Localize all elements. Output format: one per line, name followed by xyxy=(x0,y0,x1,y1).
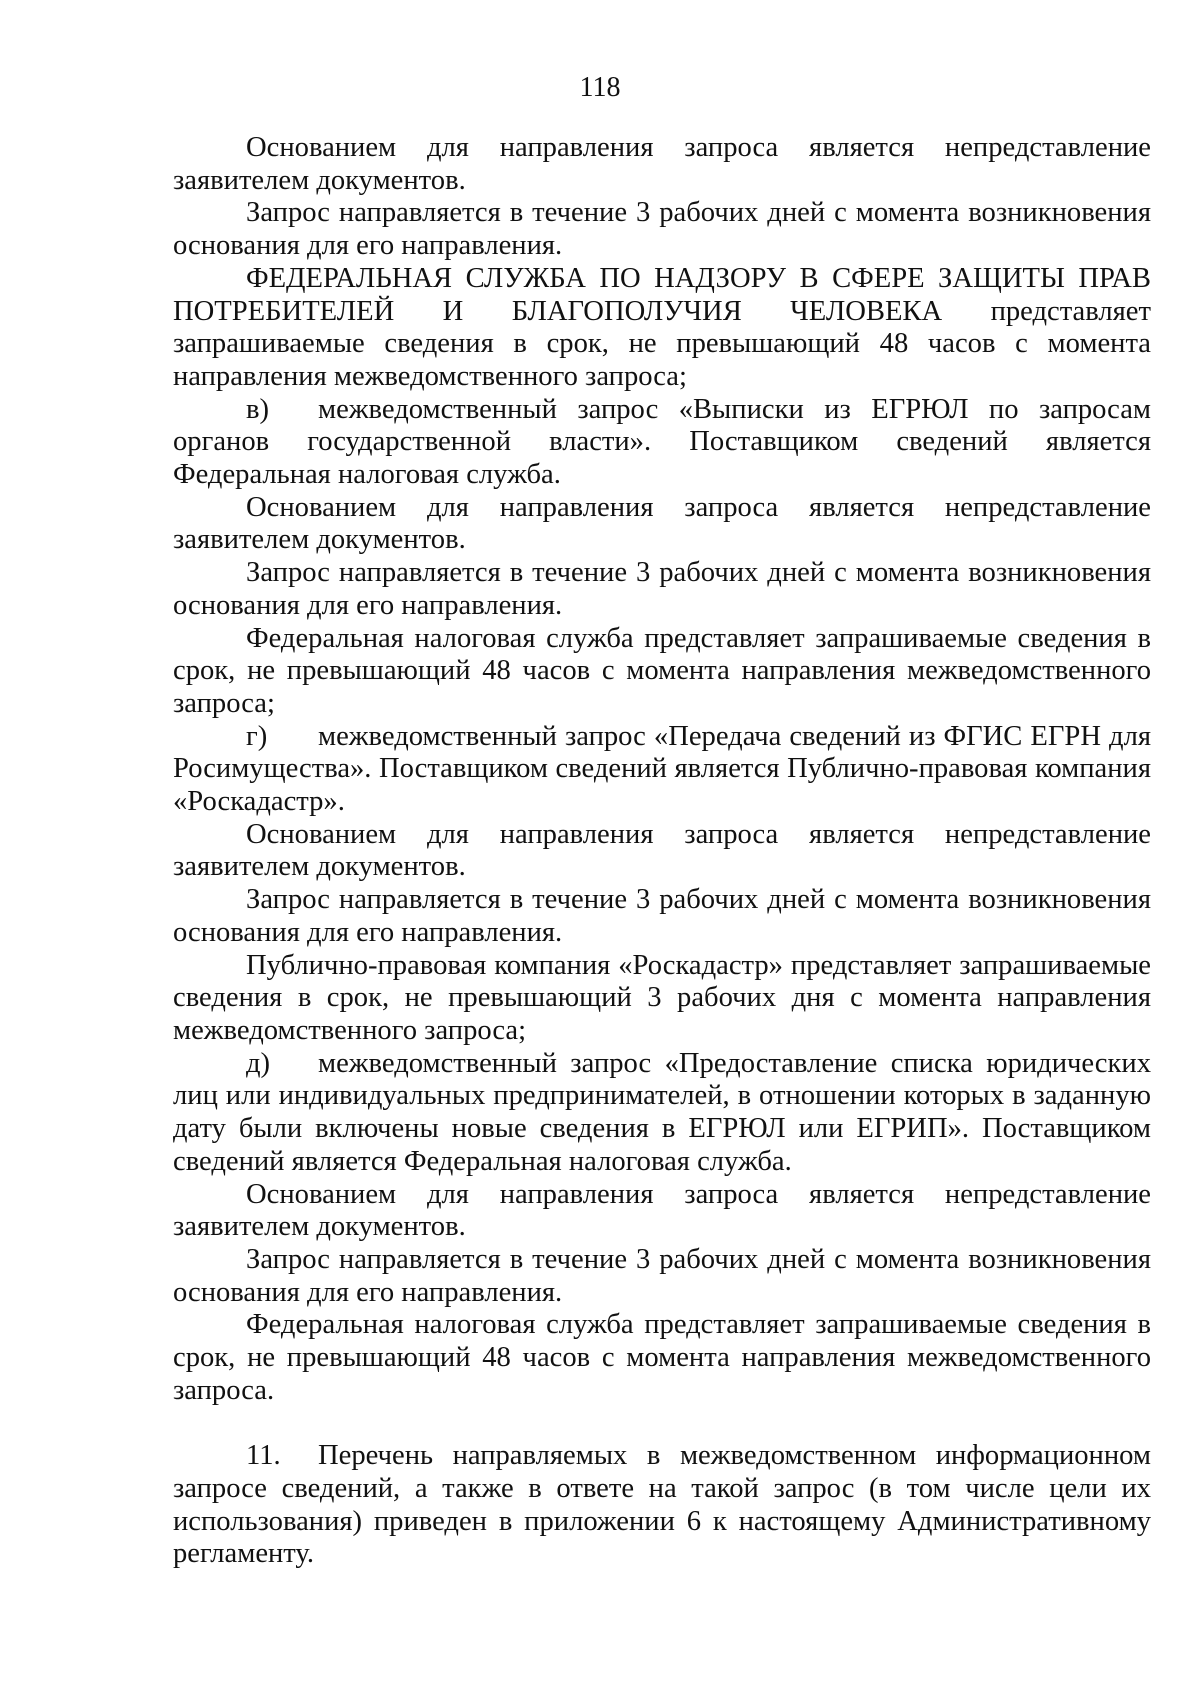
paragraph: Запрос направляется в течение 3 рабочих дней с момента возникновения основания для его направления. xyxy=(173,197,1151,262)
list-item-text: межведомственный запрос «Передача сведений из ФГИС ЕГРН для Росимущества». Поставщиком сведений является Публично-правовая компания «Роскадастр». xyxy=(173,720,1151,818)
paragraph: ФЕДЕРАЛЬНАЯ СЛУЖБА ПО НАДЗОРУ В СФЕРЕ ЗАЩИТЫ ПРАВ ПОТРЕБИТЕЛЕЙ И БЛАГОПОЛУЧИЯ ЧЕЛОВЕКА представляет запрашиваемые сведения в срок, не превышающий 48 часов с момента направления межведомственного запроса; xyxy=(173,262,1151,392)
list-item-text: межведомственный запрос «Предоставление списка юридических лиц или индивидуальных предпринимателей, в отношении которых в заданную дату были включены новые сведения в ЕГРЮЛ или ЕГРИП». Поставщиком сведений является Федеральная налоговая служба. xyxy=(173,1047,1151,1177)
list-item-g xyxy=(173,721,1151,819)
list-marker: 11. xyxy=(246,1440,281,1472)
list-item-text: межведомственный запрос «Выписки из ЕГРЮЛ по запросам органов государственной власти». Поставщиком сведений является Федеральная налоговая служба. xyxy=(173,393,1151,491)
list-item-text: Перечень направляемых в межведомственном информационном запросе сведений, а также в ответе на такой запрос (в том числе цели их использования) приведен в приложении 6 к настоящему Административному регламенту. xyxy=(173,1440,1151,1570)
paragraph: Запрос направляется в течение 3 рабочих дней с момента возникновения основания для его направления. xyxy=(173,1243,1151,1308)
paragraph: Основанием для направления запроса является непредставление заявителем документов. xyxy=(173,132,1151,196)
document-body xyxy=(173,132,1151,1571)
list-marker: д) xyxy=(246,1047,271,1079)
list-marker: г) xyxy=(246,720,268,752)
paragraph: Запрос направляется в течение 3 рабочих дней с момента возникновения основания для его направления. xyxy=(173,557,1151,621)
paragraph: Основанием для направления запроса является непредставление заявителем документов. xyxy=(173,818,1151,883)
paragraph: Основанием для направления запроса является непредставление заявителем документов. xyxy=(173,1178,1151,1243)
paragraph: Федеральная налоговая служба представляет запрашиваемые сведения в срок, не превышающий 48 часов с момента направления межведомственного запроса. xyxy=(173,1309,1151,1406)
paragraph: Основанием для направления запроса является непредставление заявителем документов. xyxy=(173,491,1151,556)
list-marker: в) xyxy=(246,393,270,425)
paragraph: Публично-правовая компания «Роскадастр» представляет запрашиваемые сведения в срок, не превышающий 3 рабочих дня с момента направления межведомственного запроса; xyxy=(173,949,1151,1046)
numbered-item-11 xyxy=(173,1440,1151,1571)
page-number: 118 xyxy=(579,72,621,103)
paragraph: Запрос направляется в течение 3 рабочих дней с момента возникновения основания для его направления. xyxy=(173,884,1151,948)
paragraph: Федеральная налоговая служба представляет запрашиваемые сведения в срок, не превышающий 48 часов с момента направления межведомственного запроса; xyxy=(173,622,1151,719)
list-item-v xyxy=(173,394,1151,492)
list-item-d xyxy=(173,1048,1151,1179)
